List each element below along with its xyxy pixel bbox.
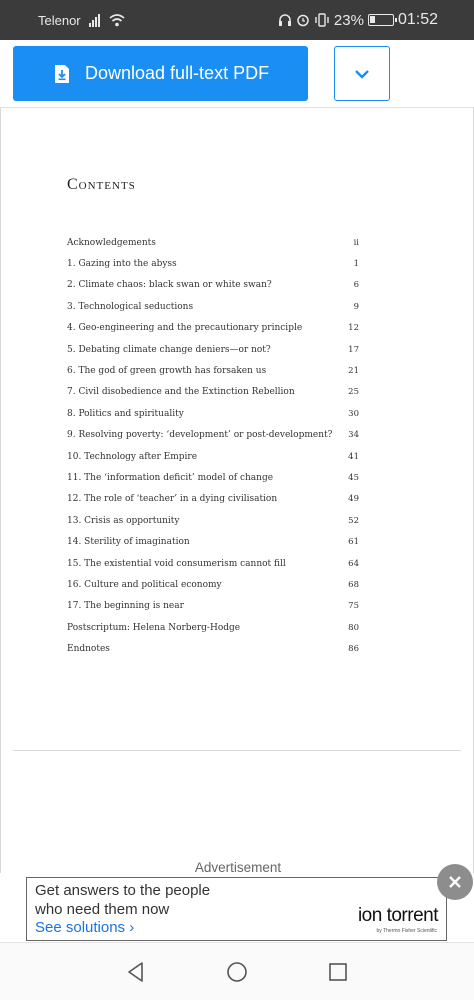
ad-headline-1: Get answers to the people <box>35 882 211 899</box>
toc-entry <box>67 467 359 488</box>
carrier-name: Telenor <box>38 13 81 28</box>
pdf-download-icon <box>53 64 71 84</box>
toc-entry <box>67 318 359 339</box>
toc-entry-page: 6 <box>353 280 359 291</box>
toc-entry-title: 17. The beginning is near <box>67 601 184 612</box>
headphones-icon <box>278 13 292 27</box>
clock: 01:52 <box>397 11 438 28</box>
ad-headline-2: who need them now <box>35 901 170 918</box>
toc-entry-page: 12 <box>348 323 359 334</box>
toc-entry <box>67 553 359 574</box>
toc-entry-page: ii <box>353 237 359 248</box>
toc-entry-page: 34 <box>348 430 359 441</box>
toc-entry-title: 13. Crisis as opportunity <box>67 515 180 526</box>
download-pdf-button[interactable] <box>13 46 308 101</box>
page-divider <box>13 750 461 751</box>
toc-entry-title: 6. The god of green growth has forsaken us <box>67 366 267 377</box>
ad-close-button[interactable] <box>437 864 473 900</box>
toc-entry-page: 80 <box>348 622 359 633</box>
recents-square-icon[interactable] <box>326 960 350 984</box>
advertisement-label: Advertisement <box>194 860 282 875</box>
toc-entry <box>67 232 359 253</box>
ad-cta-arrow: › <box>129 919 135 936</box>
toc-entry-title: 10. Technology after Empire <box>67 451 198 462</box>
toc-entry-title: 7. Civil disobedience and the Extinction Rebellion <box>67 387 295 398</box>
toc-entry-page: 68 <box>348 579 359 590</box>
toc-entry <box>67 510 359 531</box>
toc-entry-title: 2. Climate chaos: black swan or white swan? <box>67 280 272 291</box>
toc-entry-page: 64 <box>348 558 359 569</box>
toc-entry <box>67 275 359 296</box>
toc-entry-title: 8. Politics and spirituality <box>67 408 184 419</box>
toc-entry <box>67 531 359 552</box>
toc-entry-title: 14. Sterility of imagination <box>67 537 190 548</box>
toc-entry-page: 25 <box>348 387 359 398</box>
toc-entry-page: 49 <box>348 494 359 505</box>
chevron-down-icon <box>354 69 370 79</box>
toc-entry-page: 52 <box>348 515 359 526</box>
toc-entry-title: 16. Culture and political economy <box>67 579 222 590</box>
toc-entry-title: Acknowledgements <box>67 237 156 248</box>
download-toolbar <box>0 40 474 108</box>
home-circle-icon[interactable] <box>225 960 249 984</box>
ad-brand-logo: ion torrent <box>357 905 438 926</box>
battery-level <box>370 16 375 23</box>
ad-cta-label: See solutions <box>35 919 126 936</box>
back-triangle-icon[interactable] <box>124 960 148 984</box>
toc-entry <box>67 403 359 424</box>
status-right <box>278 11 438 29</box>
download-options-button[interactable] <box>334 46 390 101</box>
toc-entry-title: 4. Geo-engineering and the precautionary principle <box>67 323 303 334</box>
toc-entry <box>67 360 359 381</box>
toc-entry-page: 45 <box>348 472 359 483</box>
battery-icon <box>368 14 394 26</box>
toc-entry <box>67 425 359 446</box>
toc-entry <box>67 638 359 659</box>
toc-entry-title: 3. Technological seductions <box>67 301 194 312</box>
table-of-contents <box>67 232 359 660</box>
toc-entry-title: 12. The role of ‘teacher’ in a dying civilisation <box>67 494 278 505</box>
system-nav-bar <box>0 942 474 1000</box>
toc-entry-page: 41 <box>348 451 359 462</box>
toc-entry-title: 15. The existential void consumerism cannot fill <box>67 558 286 569</box>
toc-entry <box>67 617 359 638</box>
toc-entry-page: 86 <box>348 644 359 655</box>
toc-entry-title: 11. The ‘information deficit’ model of change <box>67 472 274 483</box>
download-pdf-label: Download full-text PDF <box>85 63 270 83</box>
toc-entry <box>67 382 359 403</box>
toc-entry <box>67 489 359 510</box>
toc-entry-page: 75 <box>348 601 359 612</box>
toc-entry <box>67 253 359 274</box>
toc-entry-page: 9 <box>353 301 359 312</box>
toc-entry-page: 21 <box>348 366 359 377</box>
vibrate-icon <box>314 13 330 27</box>
close-icon <box>448 875 462 889</box>
ad-banner[interactable] <box>26 877 447 941</box>
ad-brand-sub: by Thermo Fisher Scientific <box>376 928 437 934</box>
document-page <box>0 108 474 873</box>
ad-cta-link[interactable] <box>35 919 134 936</box>
toc-entry-title: 1. Gazing into the abyss <box>67 259 177 270</box>
toc-entry-title: Endnotes <box>67 644 110 655</box>
signal-wifi-icon <box>89 12 125 28</box>
toc-entry <box>67 296 359 317</box>
toc-entry <box>67 574 359 595</box>
toc-entry-title: 5. Debating climate change deniers—or not? <box>67 344 271 355</box>
alarm-icon <box>296 13 310 27</box>
toc-entry-title: 9. Resolving poverty: ‘development’ or post-development? <box>67 430 333 441</box>
toc-entry-page: 30 <box>348 408 359 419</box>
status-bar <box>0 0 474 40</box>
toc-entry <box>67 596 359 617</box>
toc-entry-page: 17 <box>348 344 359 355</box>
contents-heading: Contents <box>67 176 136 193</box>
toc-entry <box>67 446 359 467</box>
battery-percent: 23% <box>333 11 364 29</box>
toc-entry-title: Postscriptum: Helena Norberg-Hodge <box>67 622 241 633</box>
toc-entry-page: 61 <box>348 537 359 548</box>
toc-entry <box>67 339 359 360</box>
toc-entry-page: 1 <box>353 259 359 270</box>
